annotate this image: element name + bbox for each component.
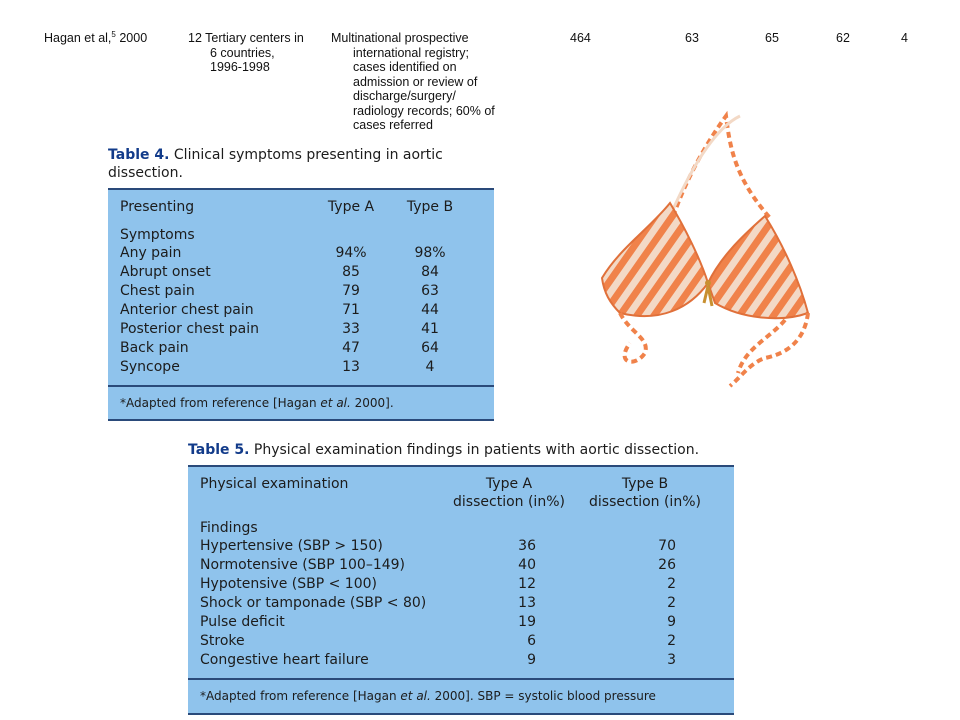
cell-value: 9 xyxy=(527,652,536,668)
table-row xyxy=(188,556,734,575)
row-label: Congestive heart failure xyxy=(200,652,369,668)
cell-value: 63 xyxy=(421,283,439,299)
table-row xyxy=(188,651,734,670)
cell-value: 85 xyxy=(342,264,360,280)
table-4-label: Table 4. xyxy=(108,147,170,163)
cell-value: 44 xyxy=(421,302,439,318)
design-cell: Multinational prospective international registry; cases identified on admission or review of discharge/surgery/ radiology records; 60% of cases referred xyxy=(331,31,495,132)
row-label: Chest pain xyxy=(120,283,195,299)
row-label: Hypotensive (SBP < 100) xyxy=(200,576,377,592)
cell-value: 13 xyxy=(518,595,536,611)
row-label: Posterior chest pain xyxy=(120,321,259,337)
cell-value: 12 xyxy=(518,576,536,592)
cell-value: 4 xyxy=(425,359,435,375)
table-row xyxy=(188,575,734,594)
cell-value: 84 xyxy=(421,264,439,280)
cell-value: 47 xyxy=(342,340,360,356)
row-label: Back pain xyxy=(120,340,189,356)
cell-value: 9 xyxy=(667,614,676,630)
table-row xyxy=(108,320,494,339)
table-4-caption xyxy=(108,146,494,182)
cell-value: 64 xyxy=(421,340,439,356)
row-label: Normotensive (SBP 100–149) xyxy=(200,557,406,573)
value-cell: 63 xyxy=(685,31,699,45)
row-label: Stroke xyxy=(200,633,245,649)
setting-cell: 12 Tertiary centers in 6 countries, 1996-1998 xyxy=(188,31,304,74)
column-header: Type A dissection (in%) xyxy=(453,476,565,510)
table-4-rows xyxy=(108,244,494,381)
row-label: Hypertensive (SBP > 150) xyxy=(200,538,383,554)
group-label: Symptoms xyxy=(120,227,195,243)
cell-value: 71 xyxy=(342,302,360,318)
table-4-header xyxy=(108,190,494,216)
table-4-title: Clinical symptoms presenting in aortic dissection. xyxy=(108,147,443,181)
table-row xyxy=(188,613,734,632)
cell-value: 40 xyxy=(518,557,536,573)
row-label: Shock or tamponade (SBP < 80) xyxy=(200,595,427,611)
cell-value: 2 xyxy=(667,576,676,592)
group-label: Findings xyxy=(200,520,258,536)
cell-value: 13 xyxy=(342,359,360,375)
value-cell: 65 xyxy=(765,31,779,45)
table-5 xyxy=(188,441,734,715)
table-row xyxy=(108,282,494,301)
table-row xyxy=(188,594,734,613)
table-row xyxy=(108,339,494,358)
table-row xyxy=(108,244,494,263)
cell-value: 19 xyxy=(518,614,536,630)
table-5-rows xyxy=(188,537,734,676)
table-row xyxy=(108,358,494,377)
table-5-caption xyxy=(188,441,734,459)
cell-value: 94% xyxy=(335,245,367,261)
table-4-body xyxy=(108,188,494,421)
cell-value: 6 xyxy=(527,633,536,649)
table-row xyxy=(188,632,734,651)
row-label: Abrupt onset xyxy=(120,264,211,280)
column-header: Type B xyxy=(406,199,454,215)
table-5-footnote: *Adapted from reference [Hagan et al. 2000]. SBP = systolic blood pressure xyxy=(188,678,734,713)
cell-value: 2 xyxy=(667,595,676,611)
table-5-title: Physical examination findings in patients with aortic dissection. xyxy=(249,442,700,458)
column-header: Presenting xyxy=(120,199,195,215)
row-label: Anterior chest pain xyxy=(120,302,254,318)
table-5-header xyxy=(188,467,734,511)
value-cell: 4 xyxy=(901,31,908,45)
cell-value: 33 xyxy=(342,321,360,337)
table-row xyxy=(188,537,734,556)
cell-value: 3 xyxy=(667,652,676,668)
cell-value: 98% xyxy=(414,245,446,261)
cell-value: 79 xyxy=(342,283,360,299)
table-row xyxy=(108,301,494,320)
cell-value: 36 xyxy=(518,538,536,554)
cell-value: 26 xyxy=(658,557,676,573)
column-header: Type B dissection (in%) xyxy=(589,476,701,510)
n-cell: 464 xyxy=(570,31,591,45)
cell-value: 70 xyxy=(658,538,676,554)
table-4-footnote: *Adapted from reference [Hagan et al. 2000]. xyxy=(108,385,494,419)
row-label: Any pain xyxy=(120,245,182,261)
table-row xyxy=(108,263,494,282)
cell-value: 2 xyxy=(667,633,676,649)
table-5-body xyxy=(188,465,734,715)
column-header: Physical examination xyxy=(200,476,349,492)
row-label: Syncope xyxy=(120,359,180,375)
cell-value: 41 xyxy=(421,321,439,337)
table-5-label: Table 5. xyxy=(188,442,250,458)
bikini-top-image xyxy=(590,108,820,390)
study-cell: Hagan et al,$^5$ 2000 xyxy=(44,29,148,45)
value-cell: 62 xyxy=(836,31,850,45)
row-label: Pulse deficit xyxy=(200,614,285,630)
table-4 xyxy=(108,146,494,421)
column-header: Type A xyxy=(327,199,375,215)
